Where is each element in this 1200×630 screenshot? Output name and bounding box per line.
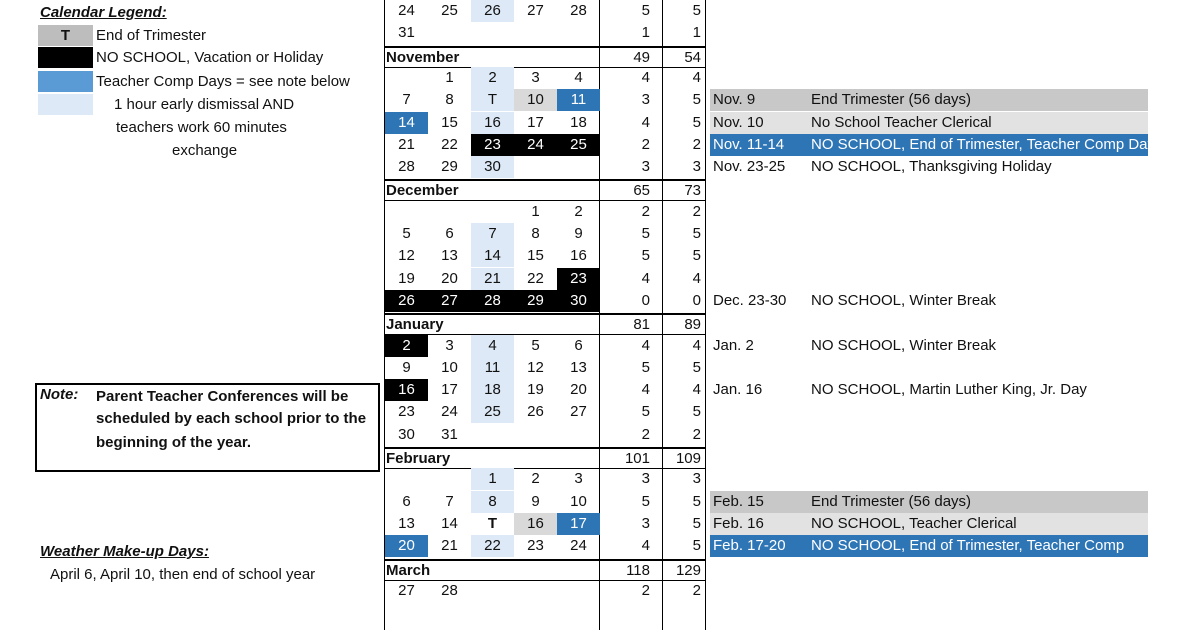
- week-count-a: 5: [641, 247, 650, 264]
- month-header: [384, 447, 706, 469]
- calendar-day: 18: [570, 114, 587, 131]
- week-count-b: 5: [692, 247, 701, 264]
- calendar-day: 31: [441, 426, 458, 443]
- event-date: Feb. 15: [713, 493, 764, 510]
- event-row: [710, 156, 1148, 178]
- week-count-a: 5: [641, 403, 650, 420]
- note-line-1: Parent Teacher Conferences will be: [96, 388, 349, 405]
- event-date: Feb. 17-20: [713, 537, 786, 554]
- calendar-day: 13: [398, 515, 415, 532]
- calendar-day: 11: [471, 357, 514, 379]
- calendar-grid: [384, 0, 706, 630]
- weather-title: Weather Make-up Days:: [40, 543, 209, 560]
- calendar-day: 24: [441, 403, 458, 420]
- month-header: [384, 179, 706, 201]
- month-count-b: 109: [675, 450, 701, 467]
- event-row: [710, 379, 1148, 401]
- week-count-a: 2: [641, 426, 650, 443]
- calendar-day: 28: [570, 2, 587, 19]
- calendar-day: 1: [531, 203, 540, 220]
- week-count-b: 0: [692, 292, 701, 309]
- calendar-day: 9: [402, 359, 411, 376]
- event-row: [710, 491, 1148, 513]
- calendar-day: 25: [557, 134, 600, 156]
- event-date: Nov. 10: [713, 114, 764, 131]
- calendar-day: 20: [385, 535, 428, 557]
- month-count-b: 54: [684, 49, 701, 66]
- calendar-day: 17: [557, 513, 600, 535]
- calendar-day: 26: [385, 290, 428, 312]
- legend-swatch-trimester: T: [38, 25, 93, 46]
- calendar-day: 24: [514, 134, 557, 156]
- legend-swatch-comp-days: [38, 71, 93, 92]
- legend-swatch-no-school: [38, 47, 93, 68]
- calendar-day: 30: [398, 426, 415, 443]
- week-count-a: 5: [641, 225, 650, 242]
- calendar-day: 2: [574, 203, 583, 220]
- week-count-b: 5: [692, 114, 701, 131]
- calendar-day: 10: [570, 493, 587, 510]
- week-count-b: 2: [692, 426, 701, 443]
- event-row: [710, 112, 1148, 134]
- month-name: February: [386, 450, 451, 467]
- calendar-day: 14: [385, 112, 428, 134]
- legend-label-trimester: End of Trimester: [96, 27, 207, 44]
- calendar-day: 4: [471, 335, 514, 357]
- note-line-2: scheduled by each school prior to the: [96, 410, 367, 427]
- calendar-day: 14: [441, 515, 458, 532]
- week-count-a: 5: [641, 2, 650, 19]
- event-date: Nov. 23-25: [713, 158, 786, 175]
- month-count-a: 81: [633, 316, 650, 333]
- legend-label-comp-days: Teacher Comp Days = see note below: [96, 73, 350, 90]
- calendar-day: 2: [471, 67, 514, 89]
- calendar-day: 23: [557, 268, 600, 290]
- calendar-day: 17: [527, 114, 544, 131]
- calendar-day: 1: [445, 69, 454, 86]
- calendar-day: 3: [531, 69, 540, 86]
- week-count-a: 5: [641, 359, 650, 376]
- calendar-day: 19: [398, 270, 415, 287]
- event-row: [710, 335, 1148, 357]
- calendar-day: 23: [527, 537, 544, 554]
- calendar-day: 8: [471, 491, 514, 513]
- event-date: Jan. 2: [713, 337, 754, 354]
- calendar-day: T: [471, 89, 514, 111]
- calendar-day: 21: [471, 268, 514, 290]
- week-count-b: 4: [692, 270, 701, 287]
- week-count-a: 4: [641, 114, 650, 131]
- event-date: Nov. 9: [713, 91, 756, 108]
- event-description: NO SCHOOL, End of Trimester, Teacher Comp Day: [811, 136, 1156, 153]
- calendar-day: 1: [471, 468, 514, 490]
- note-label: Note:: [40, 386, 79, 403]
- week-count-a: 2: [641, 582, 650, 599]
- calendar-day: 20: [441, 270, 458, 287]
- legend-label-no-school: NO SCHOOL, Vacation or Holiday: [96, 49, 324, 66]
- week-count-b: 5: [692, 515, 701, 532]
- calendar-day: 28: [441, 582, 458, 599]
- calendar-day: 8: [445, 91, 454, 108]
- calendar-day: 2: [385, 335, 428, 357]
- calendar-day: 25: [441, 2, 458, 19]
- calendar-day: 15: [441, 114, 458, 131]
- calendar-day: 12: [398, 247, 415, 264]
- week-count-b: 3: [692, 470, 701, 487]
- calendar-day: 23: [471, 134, 514, 156]
- week-count-a: 0: [641, 292, 650, 309]
- calendar-day: T: [487, 515, 498, 532]
- calendar-day: 27: [428, 290, 471, 312]
- week-count-b: 2: [692, 136, 701, 153]
- calendar-day: 21: [398, 136, 415, 153]
- calendar-day: 6: [574, 337, 583, 354]
- week-count-a: 3: [641, 515, 650, 532]
- calendar-day: 16: [514, 513, 557, 535]
- calendar-day: 7: [402, 91, 411, 108]
- month-count-b: 73: [684, 182, 701, 199]
- event-description: NO SCHOOL, End of Trimester, Teacher Comp: [811, 537, 1125, 554]
- week-count-a: 1: [641, 24, 650, 41]
- legend-continuation-1: teachers work 60 minutes: [116, 119, 287, 136]
- calendar-day: 16: [570, 247, 587, 264]
- calendar-day: 4: [574, 69, 583, 86]
- calendar-day: 26: [527, 403, 544, 420]
- calendar-day: 10: [441, 359, 458, 376]
- event-row: [710, 134, 1156, 156]
- event-row: [710, 513, 1148, 535]
- calendar-day: 27: [570, 403, 587, 420]
- month-name: January: [386, 316, 444, 333]
- calendar-day: 10: [514, 89, 557, 111]
- calendar-day: 29: [441, 158, 458, 175]
- week-count-a: 4: [641, 381, 650, 398]
- week-count-a: 4: [641, 270, 650, 287]
- week-count-b: 5: [692, 2, 701, 19]
- week-count-b: 4: [692, 69, 701, 86]
- event-description: NO SCHOOL, Winter Break: [811, 337, 997, 354]
- calendar-day: 30: [557, 290, 600, 312]
- calendar-day: 23: [398, 403, 415, 420]
- week-count-b: 2: [692, 582, 701, 599]
- calendar-day: 25: [471, 401, 514, 423]
- calendar-day: 29: [514, 290, 557, 312]
- legend-title: Calendar Legend:: [40, 4, 167, 21]
- week-count-b: 5: [692, 537, 701, 554]
- calendar-day: 3: [445, 337, 454, 354]
- week-count-a: 4: [641, 537, 650, 554]
- calendar-day: 16: [471, 112, 514, 134]
- calendar-day: 24: [398, 2, 415, 19]
- month-name: December: [386, 182, 459, 199]
- week-count-b: 4: [692, 337, 701, 354]
- event-description: NO SCHOOL, Thanksgiving Holiday: [811, 158, 1052, 175]
- month-count-a: 101: [624, 450, 650, 467]
- calendar-day: 31: [398, 24, 415, 41]
- calendar-day: 22: [527, 270, 544, 287]
- weather-text: April 6, April 10, then end of school year: [50, 566, 316, 583]
- calendar-day: 27: [398, 582, 415, 599]
- calendar-day: 2: [531, 470, 540, 487]
- calendar-day: 12: [527, 359, 544, 376]
- week-count-b: 5: [692, 359, 701, 376]
- week-count-a: 4: [641, 69, 650, 86]
- week-count-b: 2: [692, 203, 701, 220]
- week-count-b: 5: [692, 91, 701, 108]
- calendar-day: 22: [441, 136, 458, 153]
- event-description: NO SCHOOL, Martin Luther King, Jr. Day: [811, 381, 1087, 398]
- calendar-day: 16: [385, 379, 428, 401]
- week-count-b: 1: [692, 24, 701, 41]
- month-count-a: 49: [633, 49, 650, 66]
- event-description: No School Teacher Clerical: [811, 114, 992, 131]
- month-header: [384, 559, 706, 581]
- calendar-day: 6: [402, 493, 411, 510]
- calendar-day: 5: [402, 225, 411, 242]
- week-count-a: 5: [641, 493, 650, 510]
- month-header: [384, 46, 706, 68]
- calendar-day: 5: [531, 337, 540, 354]
- week-count-a: 2: [641, 136, 650, 153]
- event-row: [710, 89, 1148, 111]
- legend-continuation-2: exchange: [172, 142, 238, 159]
- week-count-a: 3: [641, 91, 650, 108]
- calendar-day: 24: [570, 537, 587, 554]
- calendar-day: 14: [471, 245, 514, 267]
- event-description: End Trimester (56 days): [811, 91, 972, 108]
- legend-swatch-early-dismissal: [38, 94, 93, 115]
- month-count-b: 89: [684, 316, 701, 333]
- calendar-day: 30: [471, 156, 514, 178]
- event-date: Jan. 16: [713, 381, 763, 398]
- week-count-a: 3: [641, 470, 650, 487]
- month-name: November: [386, 49, 460, 66]
- event-description: End Trimester (56 days): [811, 493, 972, 510]
- calendar-day: 15: [527, 247, 544, 264]
- week-count-b: 5: [692, 225, 701, 242]
- week-count-a: 2: [641, 203, 650, 220]
- week-count-b: 5: [692, 493, 701, 510]
- month-count-a: 118: [626, 562, 650, 579]
- legend-label-early-dismissal: 1 hour early dismissal AND: [114, 96, 295, 113]
- calendar-day: 21: [441, 537, 458, 554]
- calendar-day: 18: [471, 379, 514, 401]
- calendar-day: 26: [471, 0, 514, 22]
- calendar-day: 27: [527, 2, 544, 19]
- month-header: [384, 313, 706, 335]
- month-name: March: [386, 562, 431, 579]
- event-description: NO SCHOOL, Winter Break: [811, 292, 997, 309]
- event-date: Nov. 11-14: [713, 136, 785, 153]
- month-count-b: 129: [675, 562, 701, 579]
- week-count-b: 5: [692, 403, 701, 420]
- calendar-day: 11: [557, 89, 600, 111]
- event-description: NO SCHOOL, Teacher Clerical: [811, 515, 1017, 532]
- calendar-day: 9: [574, 225, 583, 242]
- week-count-a: 3: [641, 158, 650, 175]
- week-count-b: 3: [692, 158, 701, 175]
- calendar-day: 8: [531, 225, 540, 242]
- calendar-day: 3: [574, 470, 583, 487]
- calendar-day: 7: [471, 223, 514, 245]
- calendar-day: 22: [471, 535, 514, 557]
- calendar-day: 13: [570, 359, 587, 376]
- calendar-day: 28: [398, 158, 415, 175]
- event-row: [710, 290, 1148, 312]
- calendar-day: 6: [445, 225, 454, 242]
- month-count-a: 65: [633, 182, 650, 199]
- event-row: [710, 535, 1148, 557]
- event-date: Feb. 16: [713, 515, 764, 532]
- calendar-day: 19: [527, 381, 544, 398]
- calendar-day: 7: [445, 493, 454, 510]
- event-date: Dec. 23-30: [713, 292, 787, 309]
- week-count-a: 4: [641, 337, 650, 354]
- week-count-b: 4: [692, 381, 701, 398]
- calendar-day: 20: [570, 381, 587, 398]
- calendar-day: 13: [441, 247, 458, 264]
- calendar-day: 9: [531, 493, 540, 510]
- note-line-3: beginning of the year.: [96, 434, 252, 451]
- calendar-day: 28: [471, 290, 514, 312]
- calendar-day: 17: [441, 381, 458, 398]
